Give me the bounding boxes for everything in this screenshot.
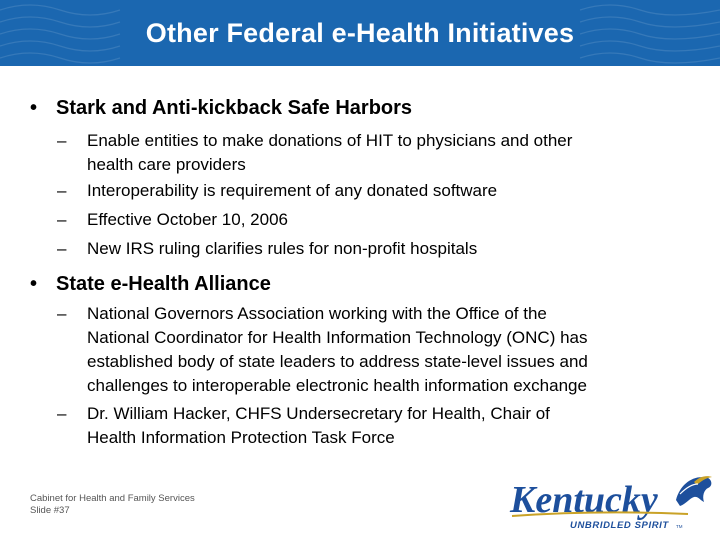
list-item [57,237,478,261]
list-item-line: challenges to interoperable electronic health information exchange [87,376,587,395]
list-item [57,208,288,232]
bullet-icon: • [30,273,38,295]
list-item-line: New IRS ruling clarifies rules for non-profit hospitals [87,239,478,258]
logo-wordmark: Kentucky [510,479,658,521]
logo-tm: TM [676,524,683,529]
list-item [57,129,573,177]
dash-icon: – [57,239,67,258]
list-item [57,402,550,450]
footer-org: Cabinet for Health and Family Services [30,493,195,504]
list-item-line: Dr. William Hacker, CHFS Undersecretary for Health, Chair of [87,404,550,423]
list-item-line: Interoperability is requirement of any donated software [87,181,498,200]
list-item-line: National Governors Association working with the Office of the [87,304,547,323]
list-item [57,179,498,203]
list-item-line: established body of state leaders to address state-level issues and [87,352,588,371]
list-item-line: health care providers [87,155,246,174]
list-item-line: Enable entities to make donations of HIT to physicians and other [87,131,573,150]
dash-icon: – [57,210,67,229]
list-item-line: National Coordinator for Health Information Technology (ONC) has [87,328,588,347]
list-item-line: Effective October 10, 2006 [87,210,288,229]
slide-number: Slide #37 [30,505,70,516]
dash-icon: – [57,404,67,423]
list-item-line: Health Information Protection Task Force [87,428,395,447]
dash-icon: – [57,304,67,323]
horse-icon [676,476,712,506]
bullet-heading-safe-harbors [30,96,413,120]
list-item [57,302,588,398]
bullet-heading-alliance [30,272,271,296]
footer [30,493,195,517]
logo-tagline: UNBRIDLED SPIRIT [570,520,669,531]
dash-icon: – [57,131,67,150]
dash-icon: – [57,181,67,200]
page-title: Other Federal e-Health Initiatives [145,18,575,48]
heading-text: Stark and Anti-kickback Safe Harbors [56,97,413,119]
heading-text: State e-Health Alliance [56,273,271,295]
kentucky-logo [508,470,714,532]
bullet-icon: • [30,97,38,119]
